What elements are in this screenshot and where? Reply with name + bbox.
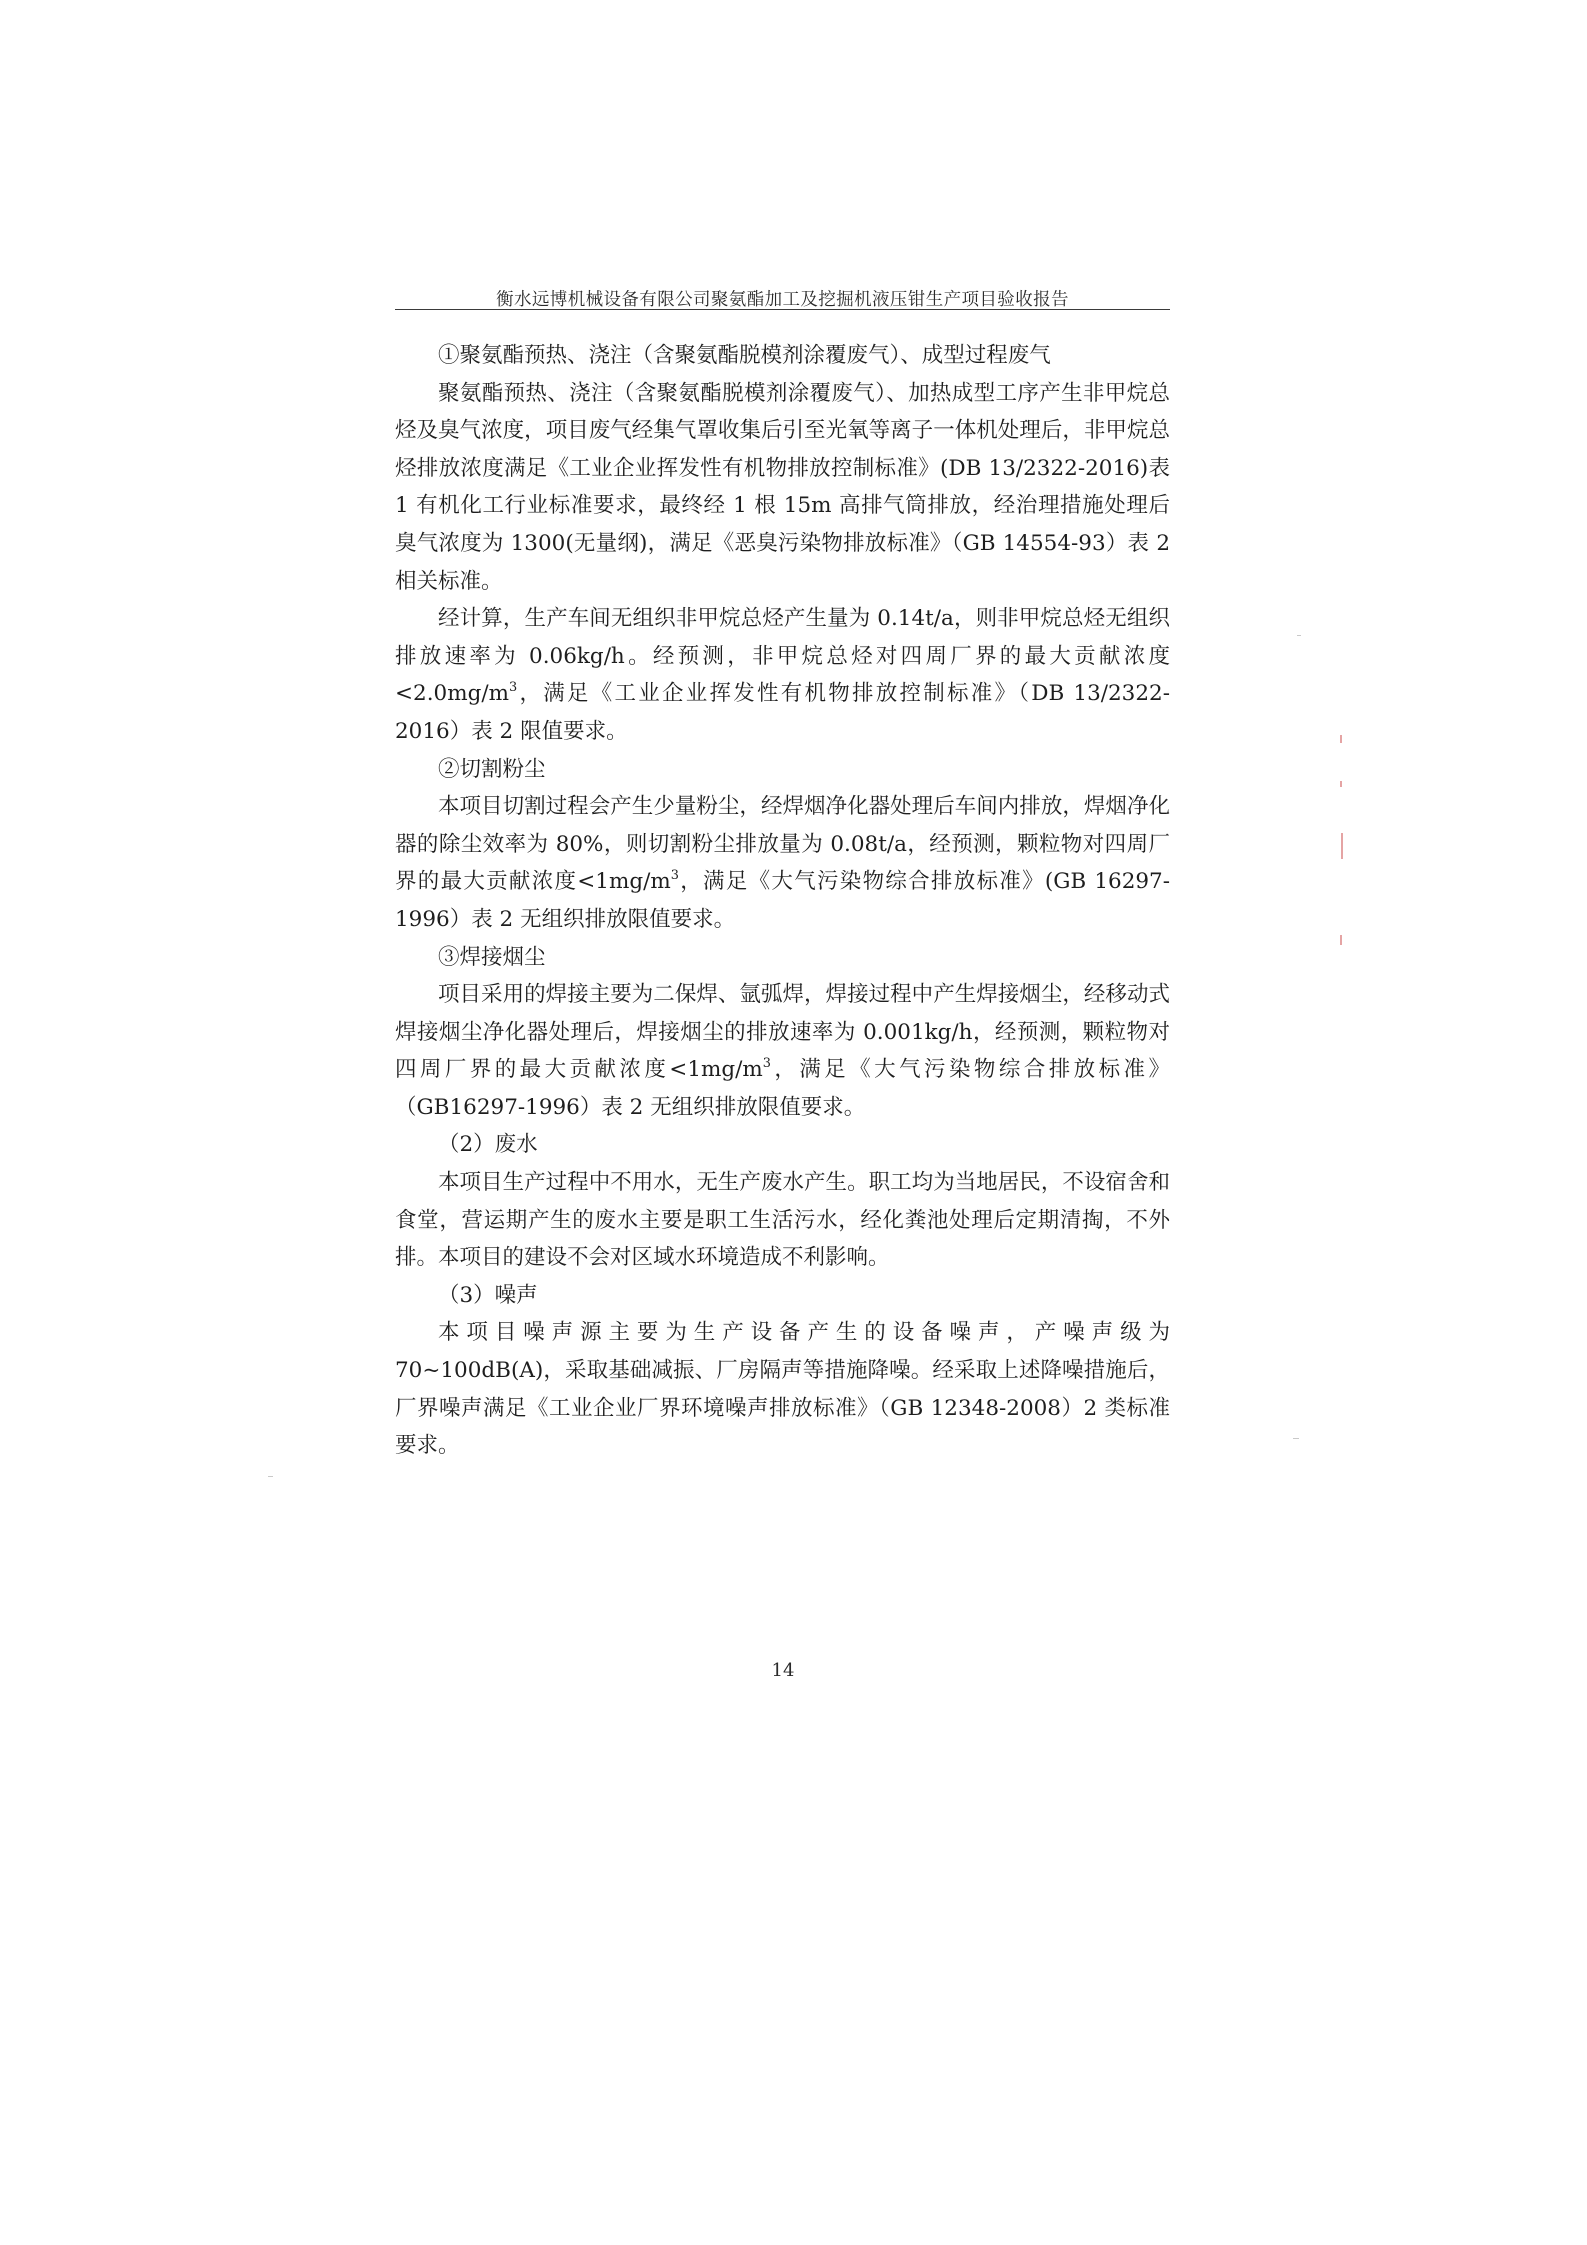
page-number: 14 xyxy=(771,1660,795,1681)
header-divider xyxy=(395,309,1170,310)
section-heading-welding-fume: ③焊接烟尘 xyxy=(438,944,546,970)
scan-artifact-mark xyxy=(1340,735,1342,743)
scan-artifact-mark xyxy=(1341,833,1343,859)
paragraph-noise: 本项目噪声源主要为生产设备产生的设备噪声，产噪声级为 70~100dB(A)，采取基础减振、厂房隔声等措施降噪。经采取上述降噪措施后，厂界噪声满足《工业企业厂界环境噪声排放标准》（GB 12348-2008）2 类标准要求。 xyxy=(395,1320,1170,1459)
section-heading-noise: （3）噪声 xyxy=(438,1282,538,1308)
header-title: 衡水远博机械设备有限公司聚氨酯加工及挖掘机液压钳生产项目验收报告 xyxy=(496,290,1069,310)
paragraph-wastewater: 本项目生产过程中不用水，无生产废水产生。职工均为当地居民，不设宿舍和食堂，营运期产生的废水主要是职工生活污水，经化粪池处理后定期清掏，不外排。本项目的建设不会对区域水环境造成不利影响。 xyxy=(395,1170,1170,1271)
scan-artifact-speck xyxy=(268,1476,273,1477)
body-text xyxy=(395,337,1170,1465)
paragraph-welding-fume: 项目采用的焊接主要为二保焊、氩弧焊，焊接过程中产生焊接烟尘，经移动式焊接烟尘净化器处理后，焊接烟尘的排放速率为 0.001kg/h，经预测，颗粒物对四周厂界的最大贡献浓度$<1mg/m^3$，满足《大气污染物综合排放标准》（GB16297-1996）表 2 无组织排放限值要求。 xyxy=(395,982,1170,1120)
section-heading-wastewater: （2）废水 xyxy=(438,1132,538,1158)
section-heading-organic-waste-gas: ①聚氨酯预热、浇注（含聚氨酯脱模剂涂覆废气）、成型过程废气 xyxy=(438,343,1051,368)
paragraph-cutting-dust: 本项目切割过程会产生少量粉尘，经焊烟净化器处理后车间内排放，焊烟净化器的除尘效率为 80%，则切割粉尘排放量为 0.08t/a，经预测，颗粒物对四周厂界的最大贡献浓度$<1mg/m^3$，满足《大气污染物综合排放标准》(GB 16297-1996）表 2 无组织排放限值要求。 xyxy=(395,794,1171,932)
paragraph-organic-waste-gas: 聚氨酯预热、浇注（含聚氨酯脱模剂涂覆废气）、加热成型工序产生非甲烷总烃及臭气浓度，项目废气经集气罩收集后引至光氧等离子一体机处理后，非甲烷总烃排放浓度满足《工业企业挥发性有机物排放控制标准》(DB 13/2322-2016)表 1 有机化工行业标准要求，最终经 1 根 15m 高排气筒排放，经治理措施处理后臭气浓度为 1300(无量纲)，满足《恶臭污染物排放标准》（GB 14554-93）表 2 相关标准。 xyxy=(395,380,1170,594)
section-heading-cutting-dust: ②切割粉尘 xyxy=(438,756,546,782)
scan-artifact-mark xyxy=(1340,781,1342,787)
scan-artifact-speck xyxy=(1293,1438,1299,1439)
paragraph-fugitive-nmhc: 经计算，生产车间无组织非甲烷总烃产生量为 0.14t/a，则非甲烷总烃无组织排放速率为 0.06kg/h。经预测，非甲烷总烃对四周厂界的最大贡献浓度$<2.0mg/m^3$，满足《工业企业挥发性有机物排放控制标准》（DB 13/2322-2016）表 2 限值要求。 xyxy=(395,606,1170,744)
scan-artifact-mark xyxy=(1340,935,1342,945)
scan-artifact-speck xyxy=(1297,635,1301,636)
